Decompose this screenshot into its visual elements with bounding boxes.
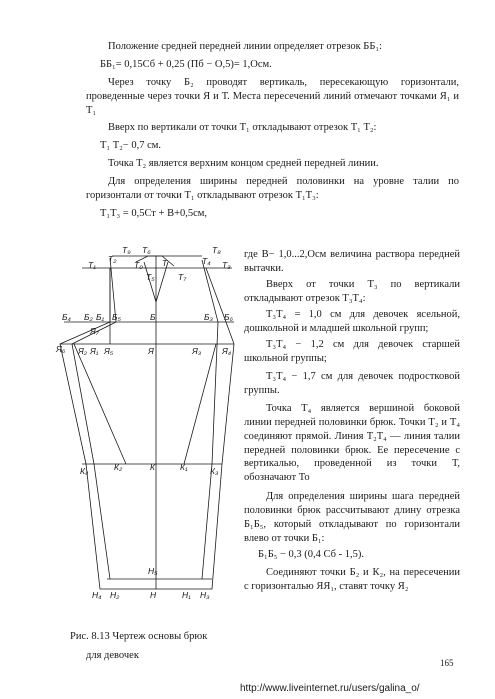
paragraph-point-ya2: Соединяют точки Б₂ и К₂, на пересечении с горизонталью ЯЯ₁, ставят точку Я₂: [244, 567, 460, 592]
label-t2: T₂: [108, 254, 117, 264]
paragraph-vertical-b2: Через точку Б₂ проводят вертикаль, пересекающую горизонтали, проведенные через точки Я и Т. Места пересечений линий отмечают точками Я₁ и Т₁: [86, 77, 459, 116]
figure-caption: Рис. 8.13 Чертеж основы брюк: [70, 631, 208, 642]
label-t6: T₆: [142, 245, 151, 255]
paragraph-step-width: Для определения ширины шага передней половинки брюк рассчитывают длину отрезка Б₁Б₅, который откладывают по горизонтали влево от точки Б₁:: [244, 491, 460, 544]
side-seam-line: [202, 260, 218, 579]
label-ya1: Я₁: [90, 346, 99, 356]
construction-diagonal-right: [184, 344, 216, 464]
label-ya: Я: [148, 346, 154, 356]
label-ya5: Я₅: [104, 346, 114, 356]
label-t8: T₈: [212, 245, 221, 255]
label-t9: T₉: [122, 245, 131, 255]
paragraph-waist-width: Для определения ширины передней половинки на уровне талии по горизонтали от точки Т₁ откладывают отрезок Т₁Т₃:: [86, 176, 459, 201]
label-k4: К₄: [80, 466, 89, 476]
label-b1: Б₁: [96, 312, 105, 322]
label-h5: Н₅: [148, 566, 158, 576]
label-t3: T₃: [222, 260, 231, 270]
label-ya6: Я₆: [56, 344, 66, 354]
label-ya3: Я₃: [192, 346, 202, 356]
paragraph-dart-allowance: где В− 1,0...2,Осм величина раствора передней вытачки.: [244, 249, 460, 274]
label-ya7: Я₇: [90, 326, 99, 336]
label-t: T: [162, 258, 168, 268]
page-number: 165: [440, 658, 454, 668]
label-h3: Н₃: [200, 590, 210, 600]
label-t5: T₅: [146, 272, 155, 282]
label-k1: К₁: [180, 462, 188, 472]
label-h2: Н₂: [110, 590, 120, 600]
footer-url: http://www.liveinternet.ru/users/galina_o/: [240, 683, 420, 694]
paragraph-t3t4: Вверх от точки Т₃ по вертикали откладывают отрезок Т₃Т₄:: [244, 279, 460, 304]
formula-b1b5: Б₁Б₅ − 0,3 (0,4 Сб - 1,5).: [258, 549, 365, 560]
label-b5: Б₅: [112, 312, 121, 322]
label-h: Н: [150, 590, 157, 600]
paragraph-t1t2: Вверх по вертикали от точки Т₁ откладывают отрезок Т₁ Т₂:: [108, 122, 377, 133]
paragraph-t2-top: Точка Т₂ является верхним концом средней передней линии.: [108, 158, 379, 169]
label-ya2: Я₂: [78, 346, 88, 356]
label-b3: Б₃: [204, 312, 213, 322]
formula-t1t3: Т₁Т₃ = 0,5Ст + В+0,5см,: [100, 208, 208, 219]
paragraph-t3t4-senior: Т₃Т₄ − 1,2 см для девочек старшей школьной группы;: [244, 339, 460, 364]
formula-bb1: ББ₁= 0,15Сб + 0,25 (Пб − О,5)= 1,Осм.: [100, 59, 272, 70]
figure-caption-line2: для девочек: [86, 650, 139, 661]
formula-t1t2: Т₁ Т₂− 0,7 см.: [100, 140, 162, 151]
label-h1: Н₁: [182, 590, 191, 600]
paragraph-side-seam: Точка Т₄ является вершиной боковой линии передней половинки брюк. Точки Т₂ и Т₄ соединяют прямой. Линия Т₂Т₄ — линия талии передней половинки брюк. Ее пересечение с вертикалью, проведенной из точки Т, обозначают То: [244, 403, 460, 484]
label-h4: Н₄: [92, 590, 102, 600]
label-b: Б: [150, 312, 156, 322]
label-k: К: [150, 462, 156, 472]
paragraph-t3t4-younger: Т₃Т₄ = 1,0 см для девочек ясельной, дошкольной и младшей школьной групп;: [244, 309, 460, 334]
label-t4: T₄: [202, 256, 211, 266]
label-b4: Б₄: [62, 312, 71, 322]
label-k2: К₂: [114, 462, 123, 472]
trouser-pattern-drawing: [52, 240, 242, 635]
inner-seam-line: [72, 258, 116, 579]
label-b6: Б₆: [224, 312, 233, 322]
label-ya4: Я₄: [222, 346, 232, 356]
paragraph-bb1: Положение средней передней линии определяет отрезок ББ₁:: [108, 41, 382, 52]
label-b2: Б₂: [84, 312, 93, 322]
label-t7: T₇: [178, 272, 187, 282]
label-t1: T₁: [88, 260, 96, 270]
paragraph-t3t4-teen: Т₃Т₄ − 1,7 см для девочек подростковой группы.: [244, 371, 460, 396]
label-to: T₀: [134, 260, 143, 270]
label-k3: К₃: [210, 466, 219, 476]
